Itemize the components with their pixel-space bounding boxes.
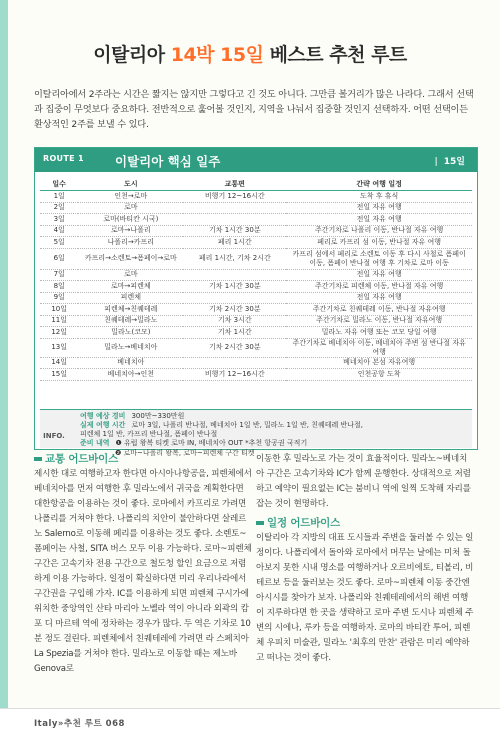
title-accent: 14박 15일 [170,44,264,66]
row-city: 나폴리→카프리 [78,237,183,249]
table-row [40,327,472,339]
table-row [40,191,472,203]
row-city: 인천→로마 [78,191,183,203]
header-plan: 간략 여행 일정 [286,178,472,191]
row-transport: 페리 1시간, 기차 2시간 [183,248,286,269]
row-day: 1일 [40,191,78,203]
route-label: ROUTE 1 [43,154,84,163]
header-city: 도시 [78,178,183,191]
row-transport: 페리 1시간 [183,237,286,249]
row-day: 8일 [40,281,78,293]
table-row [40,292,472,304]
schedule-advice-title: 일정 어드바이스 [256,516,474,531]
header-transport: 교통편 [183,178,286,191]
row-city: 베네치아→인천 [78,369,183,381]
table-row [40,369,472,381]
footer [0,708,500,739]
info-prep-2: ❷ 로마~나폴리 왕복, 로마~피렌체 구간 티켓 [115,449,255,457]
row-city: 피렌체 [78,292,183,304]
footer-divider [0,708,500,709]
row-transport [183,214,286,226]
footer-text: Italy»추천 루트 068 [34,719,125,729]
info-prep: 준비 내역 ❶ 유럽 왕복 티켓 로마 IN, 베네치아 OUT *추천 항공권 국적기 [80,439,308,447]
row-day: 12일 [40,327,78,339]
info-time-2: 피렌체 1일 반, 카프리 반나절, 폼페이 반나절 [80,430,218,438]
route-days-value: 15일 [443,157,465,167]
row-city: 로마→피렌체 [78,281,183,293]
row-transport: 기차 2시간 30분 [183,338,286,357]
route-header [35,148,477,172]
row-day: 14일 [40,357,78,369]
table-row [40,338,472,357]
row-plan: 인천공항 도착 [286,369,472,381]
route-days: | 15일 [434,157,465,167]
row-plan: 페리로 카프리 섬 이동, 반나절 자유 여행 [286,237,472,249]
row-day: 3일 [40,214,78,226]
row-day: 9일 [40,292,78,304]
row-day: 11일 [40,315,78,327]
row-transport: 기차 1시간 30분 [183,225,286,237]
row-transport: 기차 3시간 [183,315,286,327]
row-day: 7일 [40,269,78,281]
row-day: 2일 [40,202,78,214]
row-transport: 비행기 12~16시간 [183,191,286,203]
itinerary-table [40,178,472,381]
table-row [40,315,472,327]
route-name: 이탈리아 핵심 일주 [115,154,221,169]
row-transport [183,292,286,304]
table-row [40,214,472,226]
row-day: 6일 [40,248,78,269]
row-transport [183,269,286,281]
table-header-row [40,178,472,191]
transport-advice-continued: 이동한 후 밀라노로 가는 것이 효율적이다. 밀라노~베네치아 구간은 고속기차와 IC가 함께 운행한다. 상대적으로 저렴하고 예약이 필요없는 IC는 붐비니 역에 일찍 도착해 자리를 잡는 것이 현명하다. [256,454,471,509]
row-plan: 베네치아 본섬 자유여행 [286,357,472,369]
info-tag: INFO. [43,432,65,440]
table-row [40,225,472,237]
row-day: 13일 [40,338,78,357]
row-day: 10일 [40,304,78,316]
title-prefix: 이탈리아 [93,44,165,66]
header-day: 일수 [40,178,78,191]
row-transport: 비행기 12~16시간 [183,369,286,381]
row-day: 4일 [40,225,78,237]
row-plan: 전일 자유 여행 [286,292,472,304]
row-plan: 전일 자유 여행 [286,214,472,226]
page-title [0,40,500,67]
section-marker-icon [34,457,42,461]
table-row [40,202,472,214]
table-row [40,237,472,249]
row-city: 밀라노(코모) [78,327,183,339]
transport-advice-title: 교통 어드바이스 [34,452,252,467]
intro-paragraph: 이탈리아에서 2주라는 시간은 짧지는 않지만 그렇다고 긴 것도 아니다. 그만큼 볼거리가 많은 나라다. 그래서 선택과 집중이 무엇보다 중요하다. 전반적으로 훑어볼 것인지, 지역을 나눠서 집중할 것인지 선택하자. 어떤 선택이든 환상적인 2주를 보낼 수 있다. [34,89,474,131]
row-city: 카프리→소렌토→폼페이→로마 [78,248,183,269]
row-plan: 카프리 섬에서 페리로 소렌토 이동 후 다시 사철로 폼페이 이동, 폼페이 반나절 여행 후 기차로 로마 이동 [286,248,472,269]
row-plan: 도착 후 휴식 [286,191,472,203]
right-column [256,452,474,666]
schedule-advice-text: 이탈리아 각 지방의 대표 도시들과 주변을 둘러볼 수 있는 일정이다. 나폴리에서 돌아와 로마에서 머무는 날에는 미처 돌아보지 못한 시내 명소를 여행하거나 오르비에토, 티볼리, 비테르보 등을 둘러보는 것도 좋다. 로마~피렌체 이동 중간엔 아시시를 찾아가 보자. 나폴리와 친퀘테레에서의 해변 여행이 지루하다면 한 곳을 생략하고 로마 주변 도시나 피렌체 주변의 시에나, 루카 등을 여행하자. 로마의 바티칸 투어, 피렌체 우피치 미술관, 밀라노 '최후의 만찬' 관람은 미리 예약하고 떠나는 것이 좋다. [256,533,474,663]
row-plan: 주간기차로 피렌체 이동, 반나절 자유 여행 [286,281,472,293]
row-city: 로마(바티칸 시국) [78,214,183,226]
table-row [40,357,472,369]
table-row [40,269,472,281]
transport-advice [34,452,252,677]
row-plan: 주간기차로 베네치아 이동, 베네치아 주변 섬 반나절 자유 여행 [286,338,472,357]
row-plan: 주간기차로 친퀘테레 이동, 반나절 자유여행 [286,304,472,316]
info-time: 실제 여행 시간 로마 3일, 나폴리 반나절, 베네치아 1일 반, 밀라노 1일 반, 친퀘테레 반나절, [80,421,363,429]
row-transport [183,357,286,369]
row-city: 로마 [78,202,183,214]
route-box [34,147,478,450]
row-city: 피렌체→친퀘테레 [78,304,183,316]
row-city: 친퀘테레→밀라노 [78,315,183,327]
row-plan: 밀라노 자유 여행 또는 코모 당일 여행 [286,327,472,339]
info-box [40,409,472,448]
table-row [40,281,472,293]
title-suffix: 베스트 추천 루트 [269,44,407,66]
row-city: 베네치아 [78,357,183,369]
row-transport: 기차 1시간 30분 [183,281,286,293]
row-transport [183,202,286,214]
info-cost: 여행 예상 경비 300만~330만원 [80,412,185,420]
row-day: 15일 [40,369,78,381]
side-stripe [0,0,8,739]
row-plan: 전일 자유 여행 [286,269,472,281]
table-row [40,248,472,269]
transport-advice-text: 제시한 대로 여행하고자 한다면 아시아나항공을, 피렌체에서 베네치아를 먼저 여행한 후 밀라노에서 귀국을 계획한다면 대한항공을 이용하는 것이 좋다. 로마에서 카프리로 가려면 나폴리를 거쳐야 한다. 나폴리의 치안이 불안하다면 살레르노 Salerno로 이동해 페리를 이용하는 것도 좋다. 소렌토~폼페이는 사철, SITA 버스 모두 이용 가능하다. 로마~피렌체 구간은 고속기차 전용 구간으로 철도청 할인 요금으로 저렴하게 이용 가능하다. 일정이 확실하다면 미리 우리나라에서 구간권을 구입해 가자. IC를 이용하게 되면 피렌체 구시가에 위치한 중앙역인 산타 마리아 노벨라 역이 아니라 외곽의 캄포 디 마르테 역에 정차하는 경우가 많다. 두 역은 기차로 10분 정도 걸린다. 피렌체에서 친퀘테레에 가려면 라 스페치아 La Spezia를 거쳐야 한다. 밀라노로 이동할 때는 제노바 Genova로 [34,469,252,674]
row-city: 로마→나폴리 [78,225,183,237]
row-day: 5일 [40,237,78,249]
row-plan: 주간기차로 밀라노 이동, 반나절 자유여행 [286,315,472,327]
row-plan: 전일 자유 여행 [286,202,472,214]
section-marker-icon [256,521,264,525]
table-row [40,304,472,316]
row-transport: 기차 2시간 30분 [183,304,286,316]
row-city: 밀라노→베네치아 [78,338,183,357]
itinerary-body [40,191,472,381]
row-city: 로마 [78,269,183,281]
row-plan: 주간기차로 나폴리 이동, 반나절 자유 여행 [286,225,472,237]
row-transport: 기차 1시간 [183,327,286,339]
